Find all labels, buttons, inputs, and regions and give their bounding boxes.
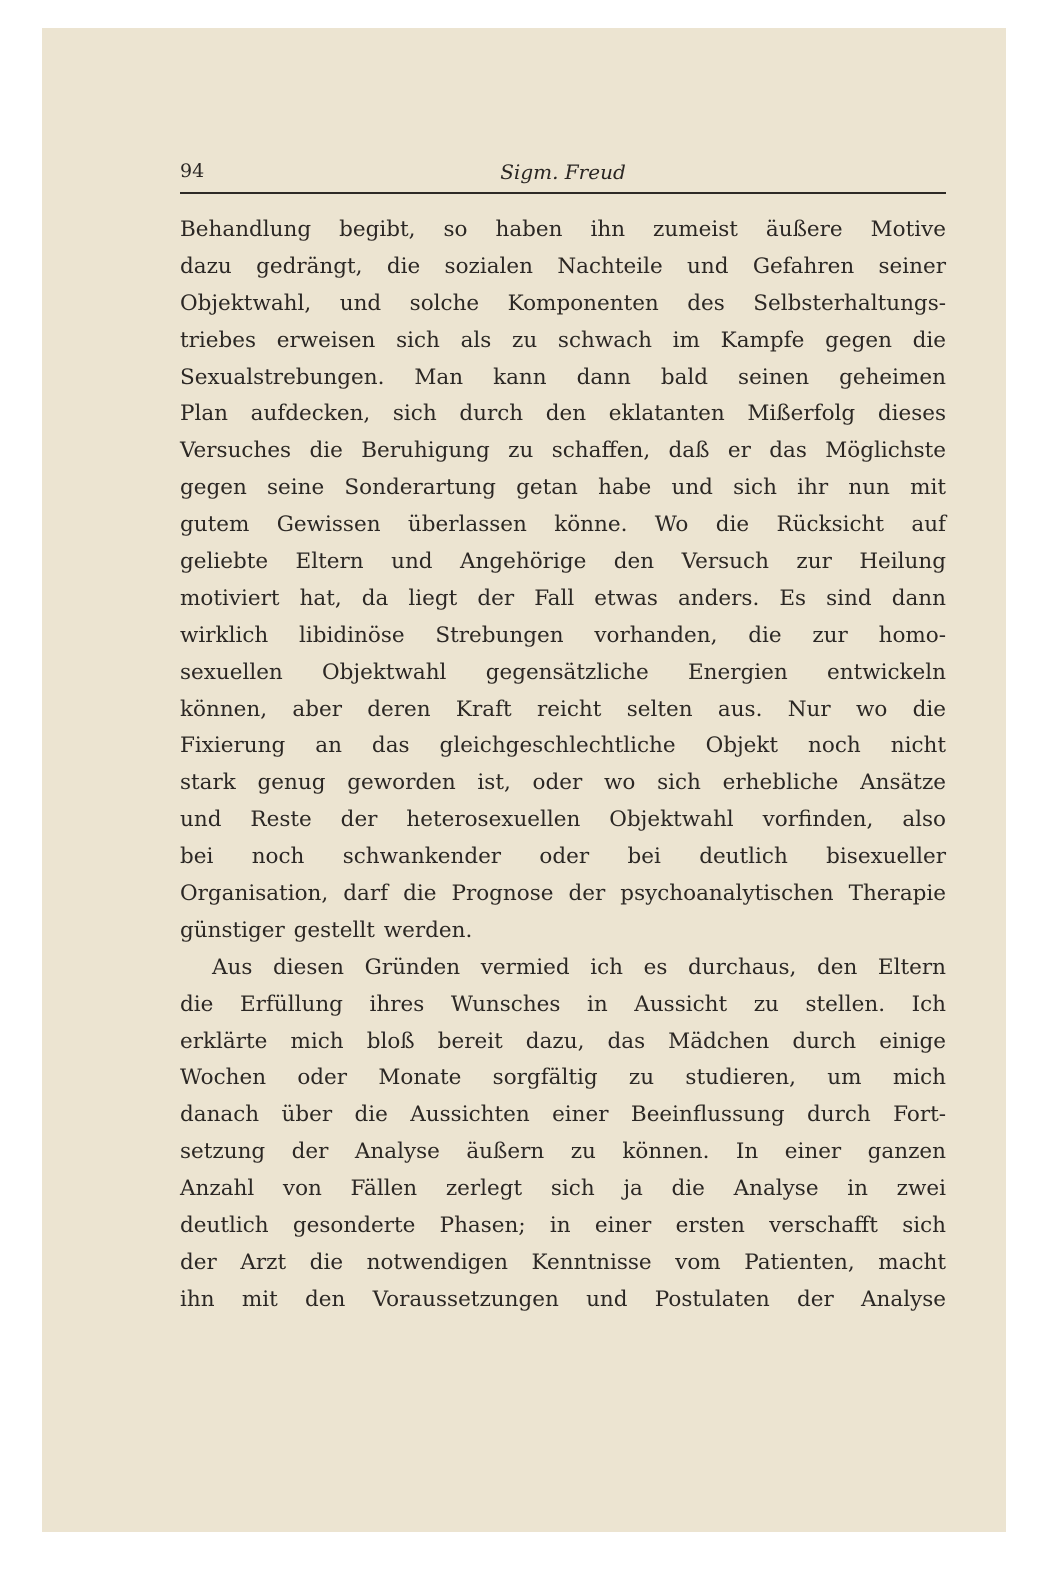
text-line: günstiger gestellt werden.: [180, 917, 473, 943]
text-line: und Reste der heterosexuellen Objektwahl vorfinden, also: [180, 807, 946, 833]
text-line: sexuellen Objektwahl gegensätzliche Energien entwickeln: [180, 659, 946, 685]
text-line: Wochen oder Monate sorgfältig zu studieren, um mich: [180, 1065, 946, 1091]
page-number: 94: [180, 160, 205, 182]
text-line: stark genug geworden ist, oder wo sich erhebliche Ansätze: [180, 770, 946, 796]
text-line: geliebte Eltern und Angehörige den Versuch zur Heilung: [180, 549, 946, 575]
text-line: Anzahl von Fällen zerlegt sich ja die Analyse in zwei: [180, 1176, 946, 1202]
text-line: Fixierung an das gleichgeschlechtliche Objekt noch nicht: [180, 733, 946, 759]
text-line: Objektwahl, und solche Komponenten des Selbsterhaltungs-: [180, 290, 946, 316]
text-line: Plan aufdecken, sich durch den eklatanten Mißerfolg dieses: [180, 401, 946, 427]
text-line: Aus diesen Gründen vermied ich es durchaus, den Eltern: [212, 954, 946, 980]
text-line: gutem Gewissen überlassen könne. Wo die Rücksicht auf: [180, 512, 946, 538]
text-line: die Erfüllung ihres Wunsches in Aussicht zu stellen. Ich: [180, 991, 946, 1017]
text-line: triebes erweisen sich als zu schwach im Kampfe gegen die: [180, 327, 946, 353]
text-line: ihn mit den Voraussetzungen und Postulaten der Analyse: [180, 1286, 946, 1312]
text-line: erklärte mich bloß bereit dazu, das Mädchen durch einige: [180, 1028, 946, 1054]
running-head: Sigm. Freud: [500, 160, 626, 184]
text-line: können, aber deren Kraft reicht selten aus. Nur wo die: [180, 696, 946, 722]
text-line: wirklich libidinöse Strebungen vorhanden, die zur homo-: [180, 622, 946, 648]
header-rule: [180, 192, 946, 194]
text-line: setzung der Analyse äußern zu können. In einer ganzen: [180, 1139, 946, 1165]
text-line: motiviert hat, da liegt der Fall etwas anders. Es sind dann: [180, 585, 946, 611]
text-line: der Arzt die notwendigen Kenntnisse vom Patienten, macht: [180, 1249, 946, 1275]
text-line: deutlich gesonderte Phasen; in einer ersten verschafft sich: [180, 1213, 946, 1239]
text-line: bei noch schwankender oder bei deutlich bisexueller: [180, 844, 946, 870]
body-text: [180, 212, 946, 1319]
text-line: Versuches die Beruhigung zu schaffen, daß er das Möglichste: [180, 438, 946, 464]
text-line: Sexualstrebungen. Man kann dann bald seinen geheimen: [180, 364, 946, 390]
text-line: danach über die Aussichten einer Beeinflussung durch Fort-: [180, 1102, 946, 1128]
text-line: dazu gedrängt, die sozialen Nachteile und Gefahren seiner: [180, 253, 946, 279]
text-line: gegen seine Sonderartung getan habe und sich ihr nun mit: [180, 475, 946, 501]
page-header: [180, 160, 946, 190]
text-line: Organisation, darf die Prognose der psychoanalytischen Therapie: [180, 881, 946, 907]
text-line: Behandlung begibt, so haben ihn zumeist äußere Motive: [180, 217, 946, 242]
